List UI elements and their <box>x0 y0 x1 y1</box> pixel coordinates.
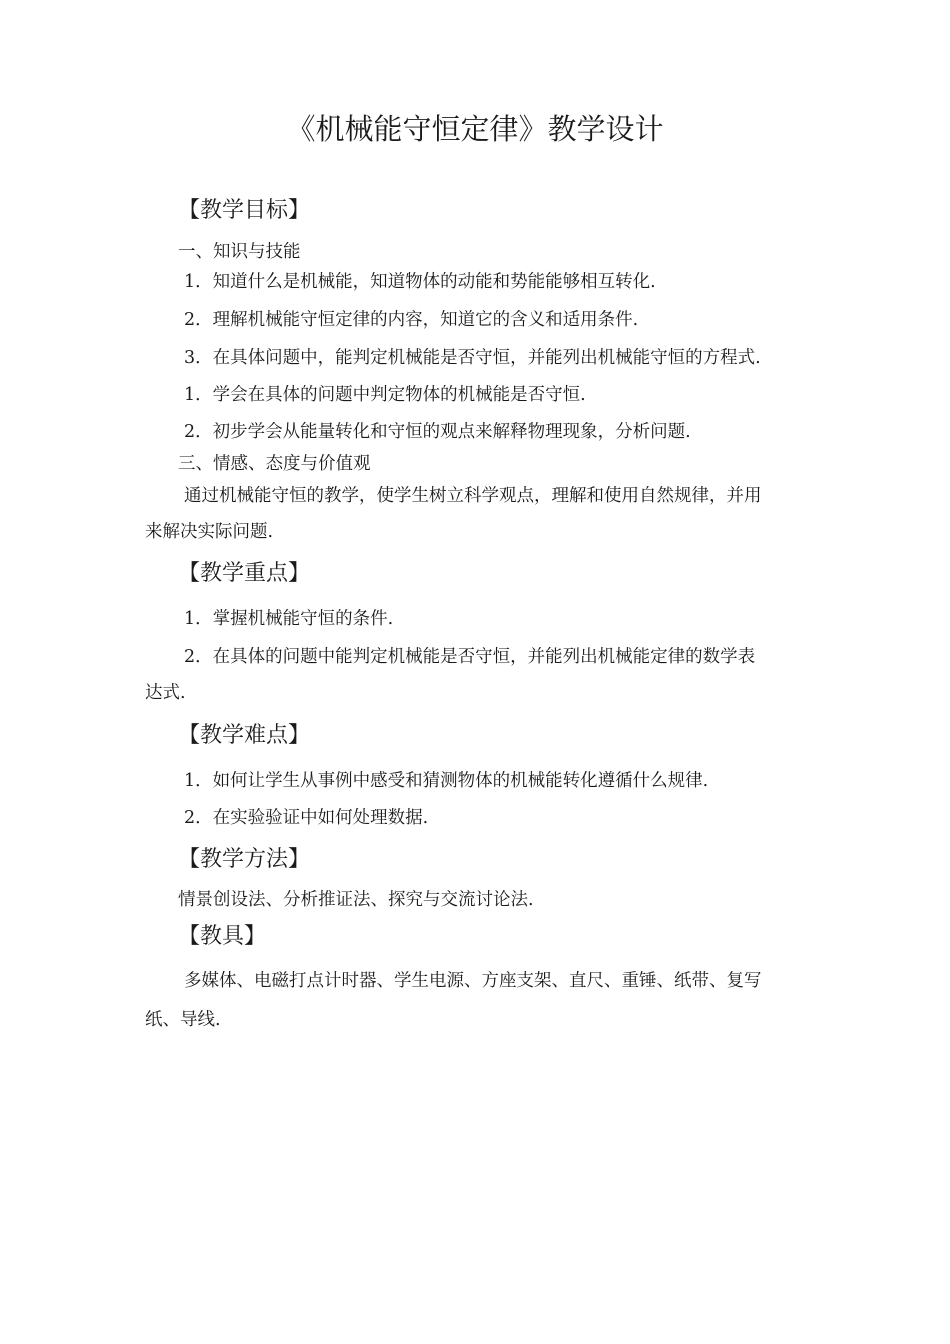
objectives-item: 3．在具体问题中，能判定机械能是否守恒，并能列出机械能守恒的方程式. <box>184 348 761 368</box>
section-heading-difficulties: 【教学难点】 <box>178 723 311 748</box>
key-points-item2-line2: 达式. <box>145 683 186 703</box>
objectives-part3-title: 三、情感、态度与价值观 <box>178 454 371 474</box>
objectives-item: 1．知道什么是机械能，知道物体的动能和势能能够相互转化. <box>184 272 656 292</box>
section-heading-methods: 【教学方法】 <box>178 847 311 872</box>
key-points-item2-line1: 2．在具体的问题中能判定机械能是否守恒，并能列出机械能定律的数学表 <box>184 647 756 667</box>
objectives-item: 2．初步学会从能量转化和守恒的观点来解释物理现象，分析问题. <box>184 422 691 442</box>
objectives-part3-line1: 通过机械能守恒的教学，使学生树立科学观点，理解和使用自然规律，并用 <box>184 486 762 506</box>
difficulties-item: 2．在实验验证中如何处理数据. <box>184 808 429 828</box>
key-points-item: 1．掌握机械能守恒的条件. <box>184 609 394 629</box>
objectives-part1-title: 一、知识与技能 <box>178 242 301 262</box>
objectives-item: 1．学会在具体的问题中判定物体的机械能是否守恒. <box>184 385 586 405</box>
document-title: 《机械能守恒定律》教学设计 <box>286 112 664 146</box>
tools-line1: 多媒体、电磁打点计时器、学生电源、方座支架、直尺、重锤、纸带、复写 <box>184 971 762 991</box>
section-heading-objectives: 【教学目标】 <box>178 198 311 223</box>
tools-line2: 纸、导线. <box>145 1010 221 1030</box>
section-heading-key-points: 【教学重点】 <box>178 561 311 586</box>
section-heading-tools: 【教具】 <box>178 924 267 949</box>
objectives-item: 2．理解机械能守恒定律的内容，知道它的含义和适用条件. <box>184 310 639 330</box>
methods-text: 情景创设法、分析推证法、探究与交流讨论法. <box>178 890 534 910</box>
objectives-part3-line2: 来解决实际问题. <box>145 522 274 542</box>
difficulties-item: 1．如何让学生从事例中感受和猜测物体的机械能转化遵循什么规律. <box>184 771 709 791</box>
